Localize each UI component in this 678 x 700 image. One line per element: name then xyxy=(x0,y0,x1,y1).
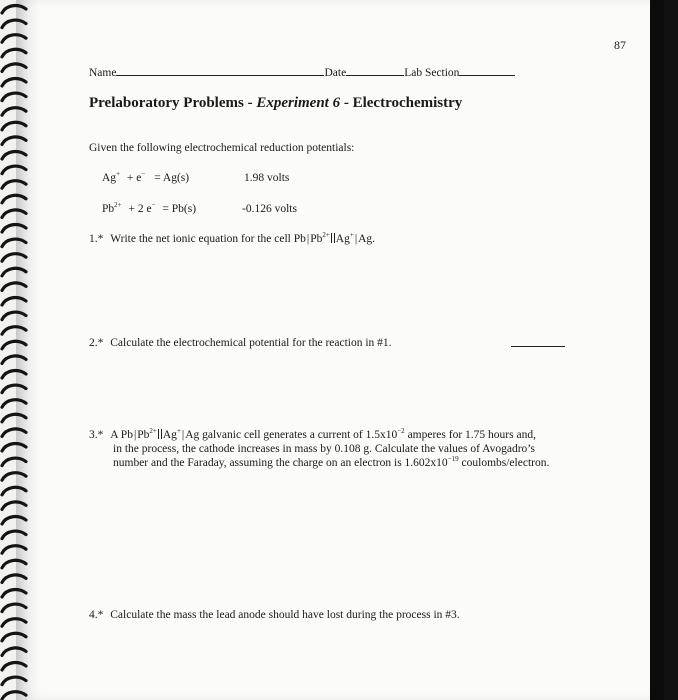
spiral-binding xyxy=(0,0,34,700)
name-label: Name xyxy=(89,67,117,79)
page-title: Prelaboratory Problems - Experiment 6 - Electrochemistry xyxy=(89,95,463,111)
date-blank[interactable] xyxy=(346,66,404,76)
page-number: 87 xyxy=(614,38,626,52)
worksheet-page xyxy=(14,0,664,700)
potential-row-ag: Ag+ + e− = Ag(s) xyxy=(102,170,190,184)
name-blank[interactable] xyxy=(116,66,324,76)
question-4: 4.* Calculate the mass the lead anode should have lost during the process in #3. xyxy=(89,609,460,621)
question-3-line-1: 3.* A $Pb|Pb^{2+}$ Ag+|Ag galvanic cell generates a current of $1.5x10^{-2}$ amperes for 1.75 hours and, xyxy=(89,427,536,441)
date-label: Date xyxy=(324,67,347,79)
potential-value-ag: 1.98 volts xyxy=(244,172,290,184)
lab-section-blank[interactable] xyxy=(459,66,515,76)
lab-section-label: Lab Section xyxy=(404,67,460,79)
potential-row-pb: $Pb^{2+} + 2$ e− = Pb(s) xyxy=(102,201,197,215)
question-2: 2.* Calculate the electrochemical potential for the reaction in #1. xyxy=(89,337,392,349)
question-1: 1.* Write the net ionic equation for the cell $Pb|Pb^{2+}$ Ag+|Ag. xyxy=(89,231,376,245)
page-edge-shadow xyxy=(650,0,664,700)
answer-blank-q2[interactable] xyxy=(511,346,565,347)
potential-value-pb: -0.126 volts xyxy=(242,203,297,215)
question-3-line-3: number and the Faraday, assuming the charge on an electron is $1.602x10^{-19}$ coulombs/electron. xyxy=(113,455,550,469)
title-experiment: Experiment 6 xyxy=(256,95,341,111)
header-fields xyxy=(89,66,515,79)
question-3-line-2: in the process, the cathode increases in mass by 0.108 g. Calculate the values of Avogadro’s xyxy=(113,443,535,455)
intro-text: Given the following electrochemical reduction potentials: xyxy=(89,142,355,154)
